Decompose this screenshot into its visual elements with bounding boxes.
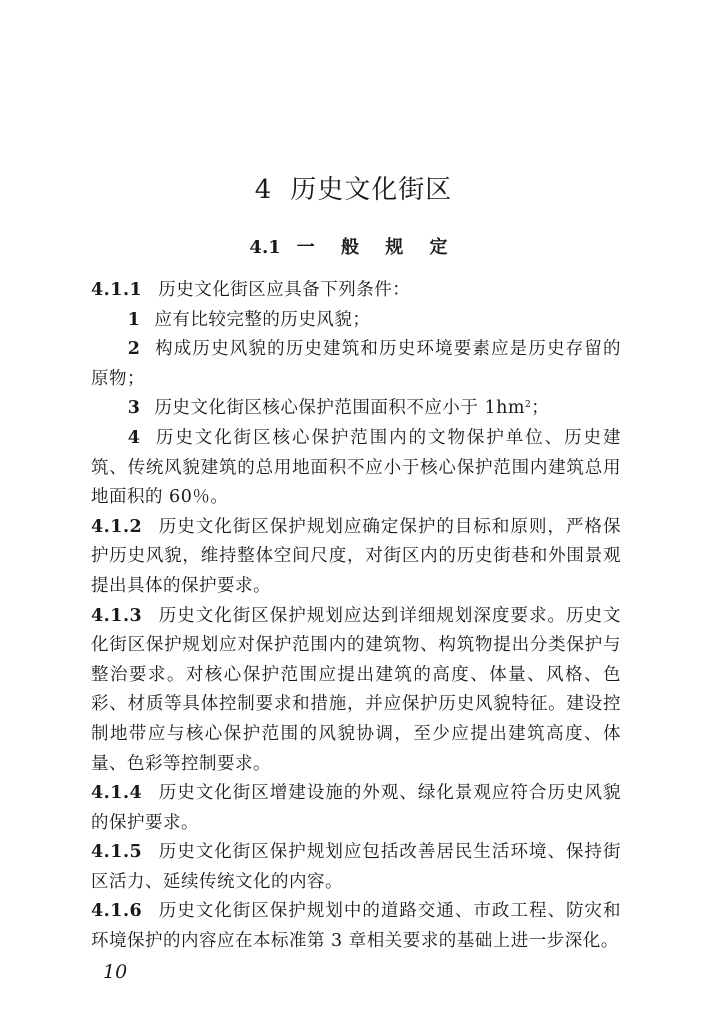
section-number: 4.1 — [249, 237, 281, 258]
clause-4-1-3 — [91, 602, 621, 780]
superscript: 2 — [525, 400, 532, 411]
list-item-4 — [91, 424, 621, 513]
clause-text: 历史文化街区应具备下列条件： — [158, 280, 411, 300]
item-text: 应有比较完整的历史风貌； — [154, 309, 371, 330]
clause-number: 4.1.1 — [91, 280, 143, 300]
item-number: 4 — [127, 427, 141, 448]
clause-text: 历史文化街区增建设施的外观、绿化景观应符合历史风貌的保护要求。 — [91, 783, 621, 833]
clause-4-1-2 — [91, 513, 621, 602]
item-number: 1 — [127, 309, 141, 330]
section-title-text: 一 般 规 定 — [296, 237, 458, 258]
clause-4-1-4 — [91, 779, 621, 838]
clause-4-1-1 — [91, 276, 621, 306]
clause-number: 4.1.5 — [91, 842, 143, 863]
item-number: 3 — [127, 398, 141, 419]
clause-4-1-6 — [91, 897, 621, 956]
clause-text: 历史文化街区保护规划应包括改善居民生活环境、保持街区活力、延续传统文化的内容。 — [91, 842, 621, 892]
item-text: 历史文化街区核心保护范围面积不应小于 1hm — [154, 398, 525, 419]
clause-text: 历史文化街区保护规划应确定保护的目标和原则，严格保护历史风貌，维持整体空间尺度，对街区内的历史街巷和外围景观提出具体的保护要求。 — [91, 516, 621, 596]
clause-number: 4.1.6 — [91, 901, 143, 922]
clause-4-1-5 — [91, 838, 621, 897]
list-item-1 — [91, 306, 621, 336]
page-number: 10 — [103, 961, 128, 983]
item-text: 构成历史风貌的历史建筑和历史环境要素应是历史存留的原物； — [91, 339, 621, 389]
document-body — [91, 276, 621, 957]
item-text-tail: ； — [531, 398, 550, 419]
clause-number: 4.1.4 — [91, 783, 143, 804]
item-number: 2 — [127, 339, 141, 360]
clause-text: 历史文化街区保护规划中的道路交通、市政工程、防灾和环境保护的内容应在本标准第 3 章相关要求的基础上进一步深化。 — [91, 901, 621, 952]
list-item-3 — [91, 394, 621, 424]
item-text: 历史文化街区核心保护范围内的文物保护单位、历史建筑、传统风貌建筑的总用地面积不应小于核心保护范围内建筑总用地面积的 60％。 — [91, 427, 621, 508]
section-title — [0, 234, 707, 262]
clause-number: 4.1.3 — [91, 605, 143, 626]
chapter-title — [0, 172, 707, 208]
clause-text: 历史文化街区保护规划应达到详细规划深度要求。历史文化街区保护规划应对保护范围内的建筑物、构筑物提出分类保护与整治要求。对核心保护范围应提出建筑的高度、体量、风格、色彩、材质等具体控制要求和措施，并应保护历史风貌特征。建设控制地带应与核心保护范围的风貌协调，至少应提出建筑高度、体量、色彩等控制要求。 — [91, 605, 621, 774]
chapter-number: 4 — [254, 175, 273, 205]
clause-number: 4.1.2 — [91, 516, 143, 537]
chapter-title-text: 历史文化街区 — [290, 175, 453, 205]
list-item-2 — [91, 335, 621, 394]
